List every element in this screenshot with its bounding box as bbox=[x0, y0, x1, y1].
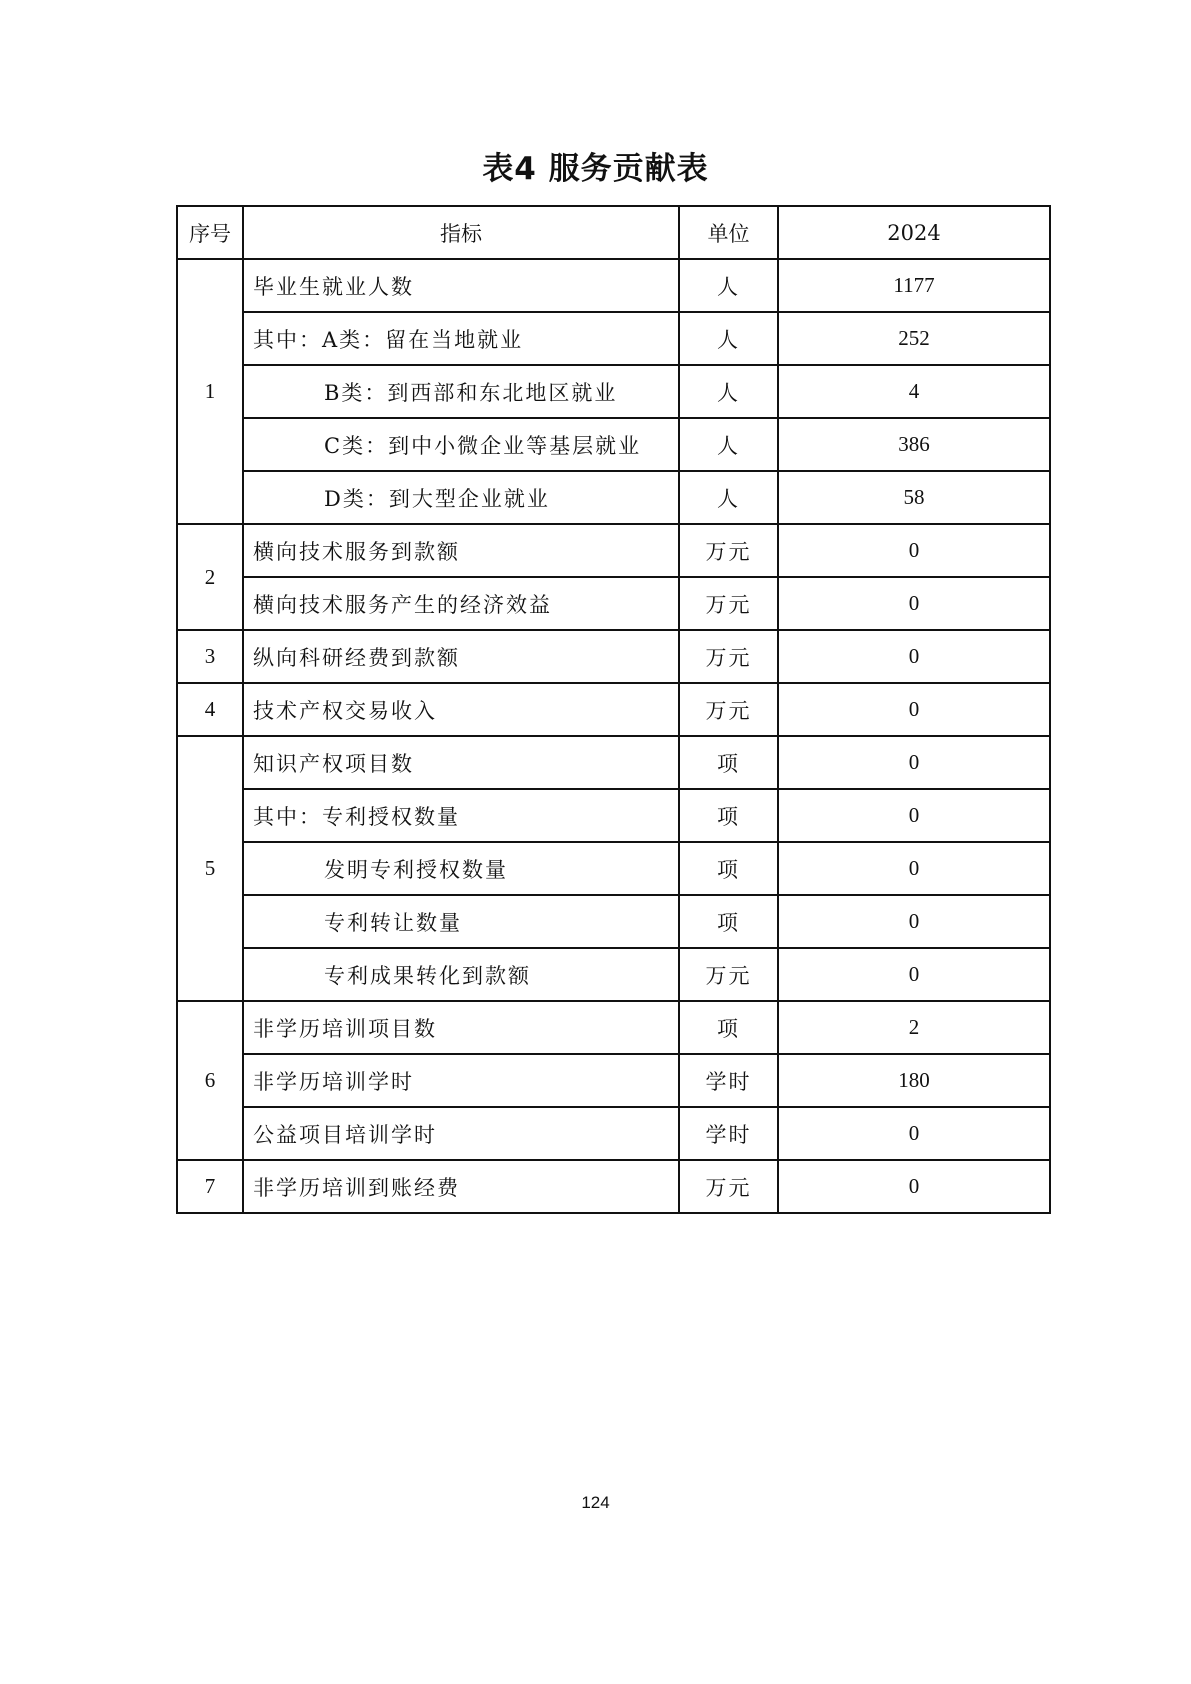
unit-cell: 学时 bbox=[679, 1054, 778, 1107]
table-row bbox=[177, 789, 1050, 842]
indicator-cell: C类：到中小微企业等基层就业 bbox=[243, 418, 679, 471]
indicator-cell: 其中：A类：留在当地就业 bbox=[243, 312, 679, 365]
unit-cell: 项 bbox=[679, 895, 778, 948]
indicator-cell: B类：到西部和东北地区就业 bbox=[243, 365, 679, 418]
indicator-cell: 其中：专利授权数量 bbox=[243, 789, 679, 842]
indicator-cell: 非学历培训学时 bbox=[243, 1054, 679, 1107]
table-row bbox=[177, 736, 1050, 789]
value-cell: 180 bbox=[778, 1054, 1050, 1107]
table-row bbox=[177, 524, 1050, 577]
value-cell: 0 bbox=[778, 842, 1050, 895]
unit-cell: 人 bbox=[679, 418, 778, 471]
header-unit: 单位 bbox=[679, 206, 778, 259]
table-row bbox=[177, 312, 1050, 365]
header-seq: 序号 bbox=[177, 206, 243, 259]
value-cell: 2 bbox=[778, 1001, 1050, 1054]
indicator-cell: 非学历培训项目数 bbox=[243, 1001, 679, 1054]
unit-cell: 人 bbox=[679, 259, 778, 312]
table-row bbox=[177, 842, 1050, 895]
unit-cell: 项 bbox=[679, 789, 778, 842]
indicator-cell: 毕业生就业人数 bbox=[243, 259, 679, 312]
unit-cell: 万元 bbox=[679, 577, 778, 630]
indicator-cell: 发明专利授权数量 bbox=[243, 842, 679, 895]
unit-cell: 万元 bbox=[679, 948, 778, 1001]
unit-cell: 万元 bbox=[679, 630, 778, 683]
table-row bbox=[177, 1107, 1050, 1160]
value-cell: 0 bbox=[778, 789, 1050, 842]
indicator-cell: 知识产权项目数 bbox=[243, 736, 679, 789]
seq-cell: 3 bbox=[177, 630, 243, 683]
header-year: 2024 bbox=[778, 206, 1050, 259]
indicator-cell: 专利转让数量 bbox=[243, 895, 679, 948]
table-row bbox=[177, 471, 1050, 524]
table-row bbox=[177, 683, 1050, 736]
unit-cell: 人 bbox=[679, 312, 778, 365]
table-row bbox=[177, 1054, 1050, 1107]
table-row bbox=[177, 1160, 1050, 1213]
service-contribution-table bbox=[176, 205, 1051, 1214]
indicator-cell: 横向技术服务产生的经济效益 bbox=[243, 577, 679, 630]
value-cell: 0 bbox=[778, 1107, 1050, 1160]
indicator-cell: 非学历培训到账经费 bbox=[243, 1160, 679, 1213]
table-row bbox=[177, 365, 1050, 418]
seq-cell: 6 bbox=[177, 1001, 243, 1160]
table-row bbox=[177, 630, 1050, 683]
value-cell: 386 bbox=[778, 418, 1050, 471]
unit-cell: 万元 bbox=[679, 683, 778, 736]
table-row bbox=[177, 1001, 1050, 1054]
value-cell: 4 bbox=[778, 365, 1050, 418]
indicator-cell: 技术产权交易收入 bbox=[243, 683, 679, 736]
unit-cell: 项 bbox=[679, 736, 778, 789]
header-indicator: 指标 bbox=[243, 206, 679, 259]
seq-cell: 2 bbox=[177, 524, 243, 630]
value-cell: 1177 bbox=[778, 259, 1050, 312]
indicator-cell: 纵向科研经费到款额 bbox=[243, 630, 679, 683]
indicator-cell: D类：到大型企业就业 bbox=[243, 471, 679, 524]
seq-cell: 4 bbox=[177, 683, 243, 736]
page-number: 124 bbox=[581, 1493, 610, 1512]
unit-cell: 学时 bbox=[679, 1107, 778, 1160]
value-cell: 252 bbox=[778, 312, 1050, 365]
value-cell: 58 bbox=[778, 471, 1050, 524]
value-cell: 0 bbox=[778, 895, 1050, 948]
unit-cell: 项 bbox=[679, 1001, 778, 1054]
seq-cell: 7 bbox=[177, 1160, 243, 1213]
indicator-cell: 公益项目培训学时 bbox=[243, 1107, 679, 1160]
value-cell: 0 bbox=[778, 1160, 1050, 1213]
seq-cell: 1 bbox=[177, 259, 243, 524]
table-header-row bbox=[177, 206, 1050, 259]
seq-cell: 5 bbox=[177, 736, 243, 1001]
unit-cell: 万元 bbox=[679, 1160, 778, 1213]
unit-cell: 人 bbox=[679, 471, 778, 524]
unit-cell: 人 bbox=[679, 365, 778, 418]
value-cell: 0 bbox=[778, 736, 1050, 789]
value-cell: 0 bbox=[778, 948, 1050, 1001]
value-cell: 0 bbox=[778, 683, 1050, 736]
table-row bbox=[177, 948, 1050, 1001]
value-cell: 0 bbox=[778, 630, 1050, 683]
value-cell: 0 bbox=[778, 524, 1050, 577]
page-title: 表4 服务贡献表 bbox=[482, 151, 709, 187]
table-row bbox=[177, 418, 1050, 471]
value-cell: 0 bbox=[778, 577, 1050, 630]
indicator-cell: 横向技术服务到款额 bbox=[243, 524, 679, 577]
unit-cell: 项 bbox=[679, 842, 778, 895]
indicator-cell: 专利成果转化到款额 bbox=[243, 948, 679, 1001]
table-row bbox=[177, 895, 1050, 948]
table-row bbox=[177, 577, 1050, 630]
unit-cell: 万元 bbox=[679, 524, 778, 577]
table-row bbox=[177, 259, 1050, 312]
